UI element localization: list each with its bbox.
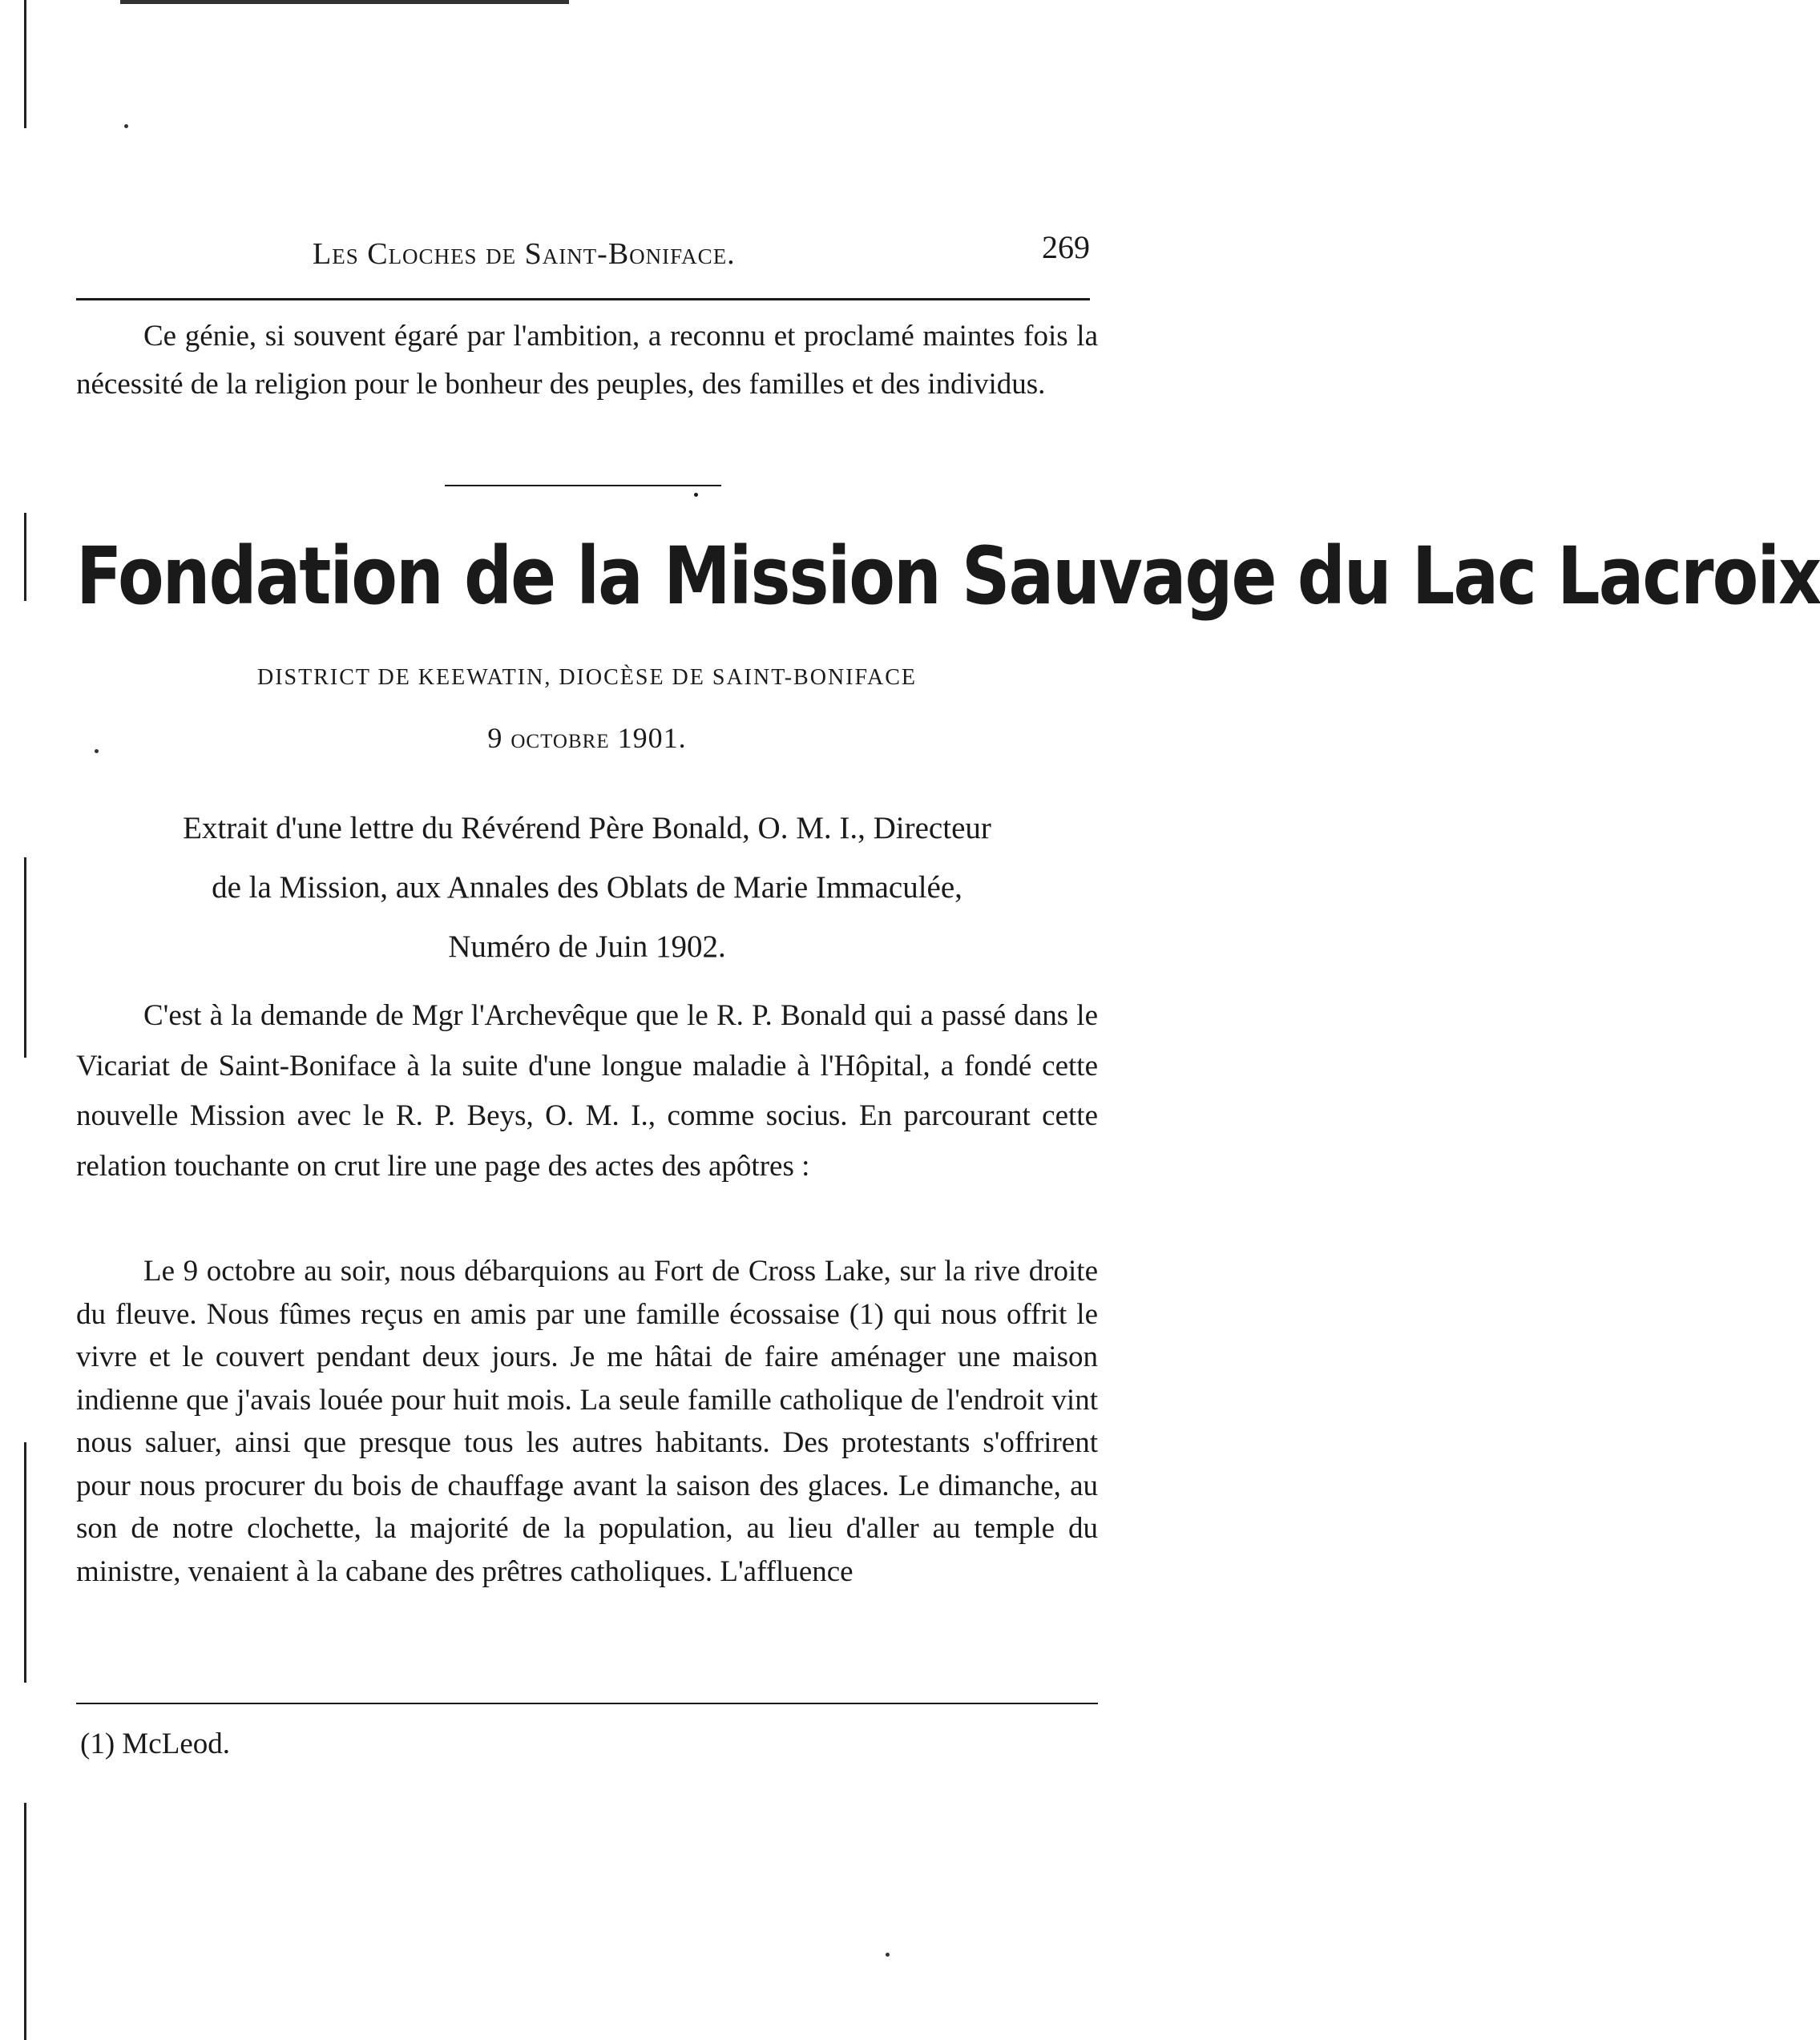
- section-separator: [445, 485, 721, 486]
- extract-note: [76, 799, 1098, 977]
- binding-mark: [24, 1442, 26, 1683]
- article-date: 9 octobre 1901.: [487, 722, 687, 754]
- binding-mark: [24, 0, 26, 128]
- intro-paragraph: C'est à la demande de Mgr l'Archevêque que le R. P. Bonald qui a passé dans le Vicariat de Saint-Boniface à la suite d'une longue maladie à l'Hôpital, a fondé cette nouvelle Mission avec le R. P. Beys, O. M. I., comme socius. En parcourant cette relation touchante on crut lire une page des actes des apôtres :: [76, 999, 1098, 1183]
- letter-paragraph: Le 9 octobre au soir, nous débarquions au Fort de Cross Lake, sur la rive droite du fleuve. Nous fûmes reçus en amis par une famille écossaise (1) qui nous offrit le vivre et le couvert pendant deux jours. Je me hâtai de faire aménager une maison indienne que j'avais louée pour huit mois. La seule famille catholique de l'endroit vint nous saluer, ainsi que presque tous les autres habitants. Des protestants s'offrirent pour nous procurer du bois de chauffage avant la saison des glaces. Le dimanche, au son de notre clochette, la majorité de la population, au lieu d'aller au temple du ministre, venaient à la cabane des prêtres catholiques. L'affluence: [76, 1255, 1098, 1588]
- opening-paragraph: Ce génie, si souvent égaré par l'ambition, a reconnu et proclamé maintes fois la nécessité de la religion pour le bonheur des peuples, des familles et des individus.: [76, 320, 1098, 401]
- separator-dot: [694, 493, 698, 497]
- binding-mark: [24, 857, 26, 1058]
- page-number: 269: [1042, 229, 1090, 265]
- scan-dot: [124, 124, 128, 128]
- article-district: DISTRICT DE KEEWATIN, DIOCÈSE DE SAINT-BONIFACE: [256, 665, 917, 690]
- scan-smudge: [120, 0, 569, 4]
- article-title: Fondation de la Mission Sauvage du Lac Lacroix: [76, 530, 1820, 623]
- binding-mark: [24, 1803, 26, 2040]
- extract-line: de la Mission, aux Annales des Oblats de Marie Immaculée,: [212, 870, 962, 905]
- header-rule: [76, 298, 1090, 300]
- extract-line: Extrait d'une lettre du Révérend Père Bonald, O. M. I., Directeur: [183, 811, 991, 845]
- running-title: Les Cloches de Saint-Boniface.: [313, 237, 736, 271]
- footnote: (1) McLeod.: [80, 1728, 230, 1760]
- scan-dot: [886, 1953, 890, 1957]
- running-head: [80, 228, 1090, 284]
- footnote-rule: [76, 1703, 1098, 1704]
- binding-mark: [24, 513, 26, 601]
- extract-line: Numéro de Juin 1902.: [448, 929, 726, 964]
